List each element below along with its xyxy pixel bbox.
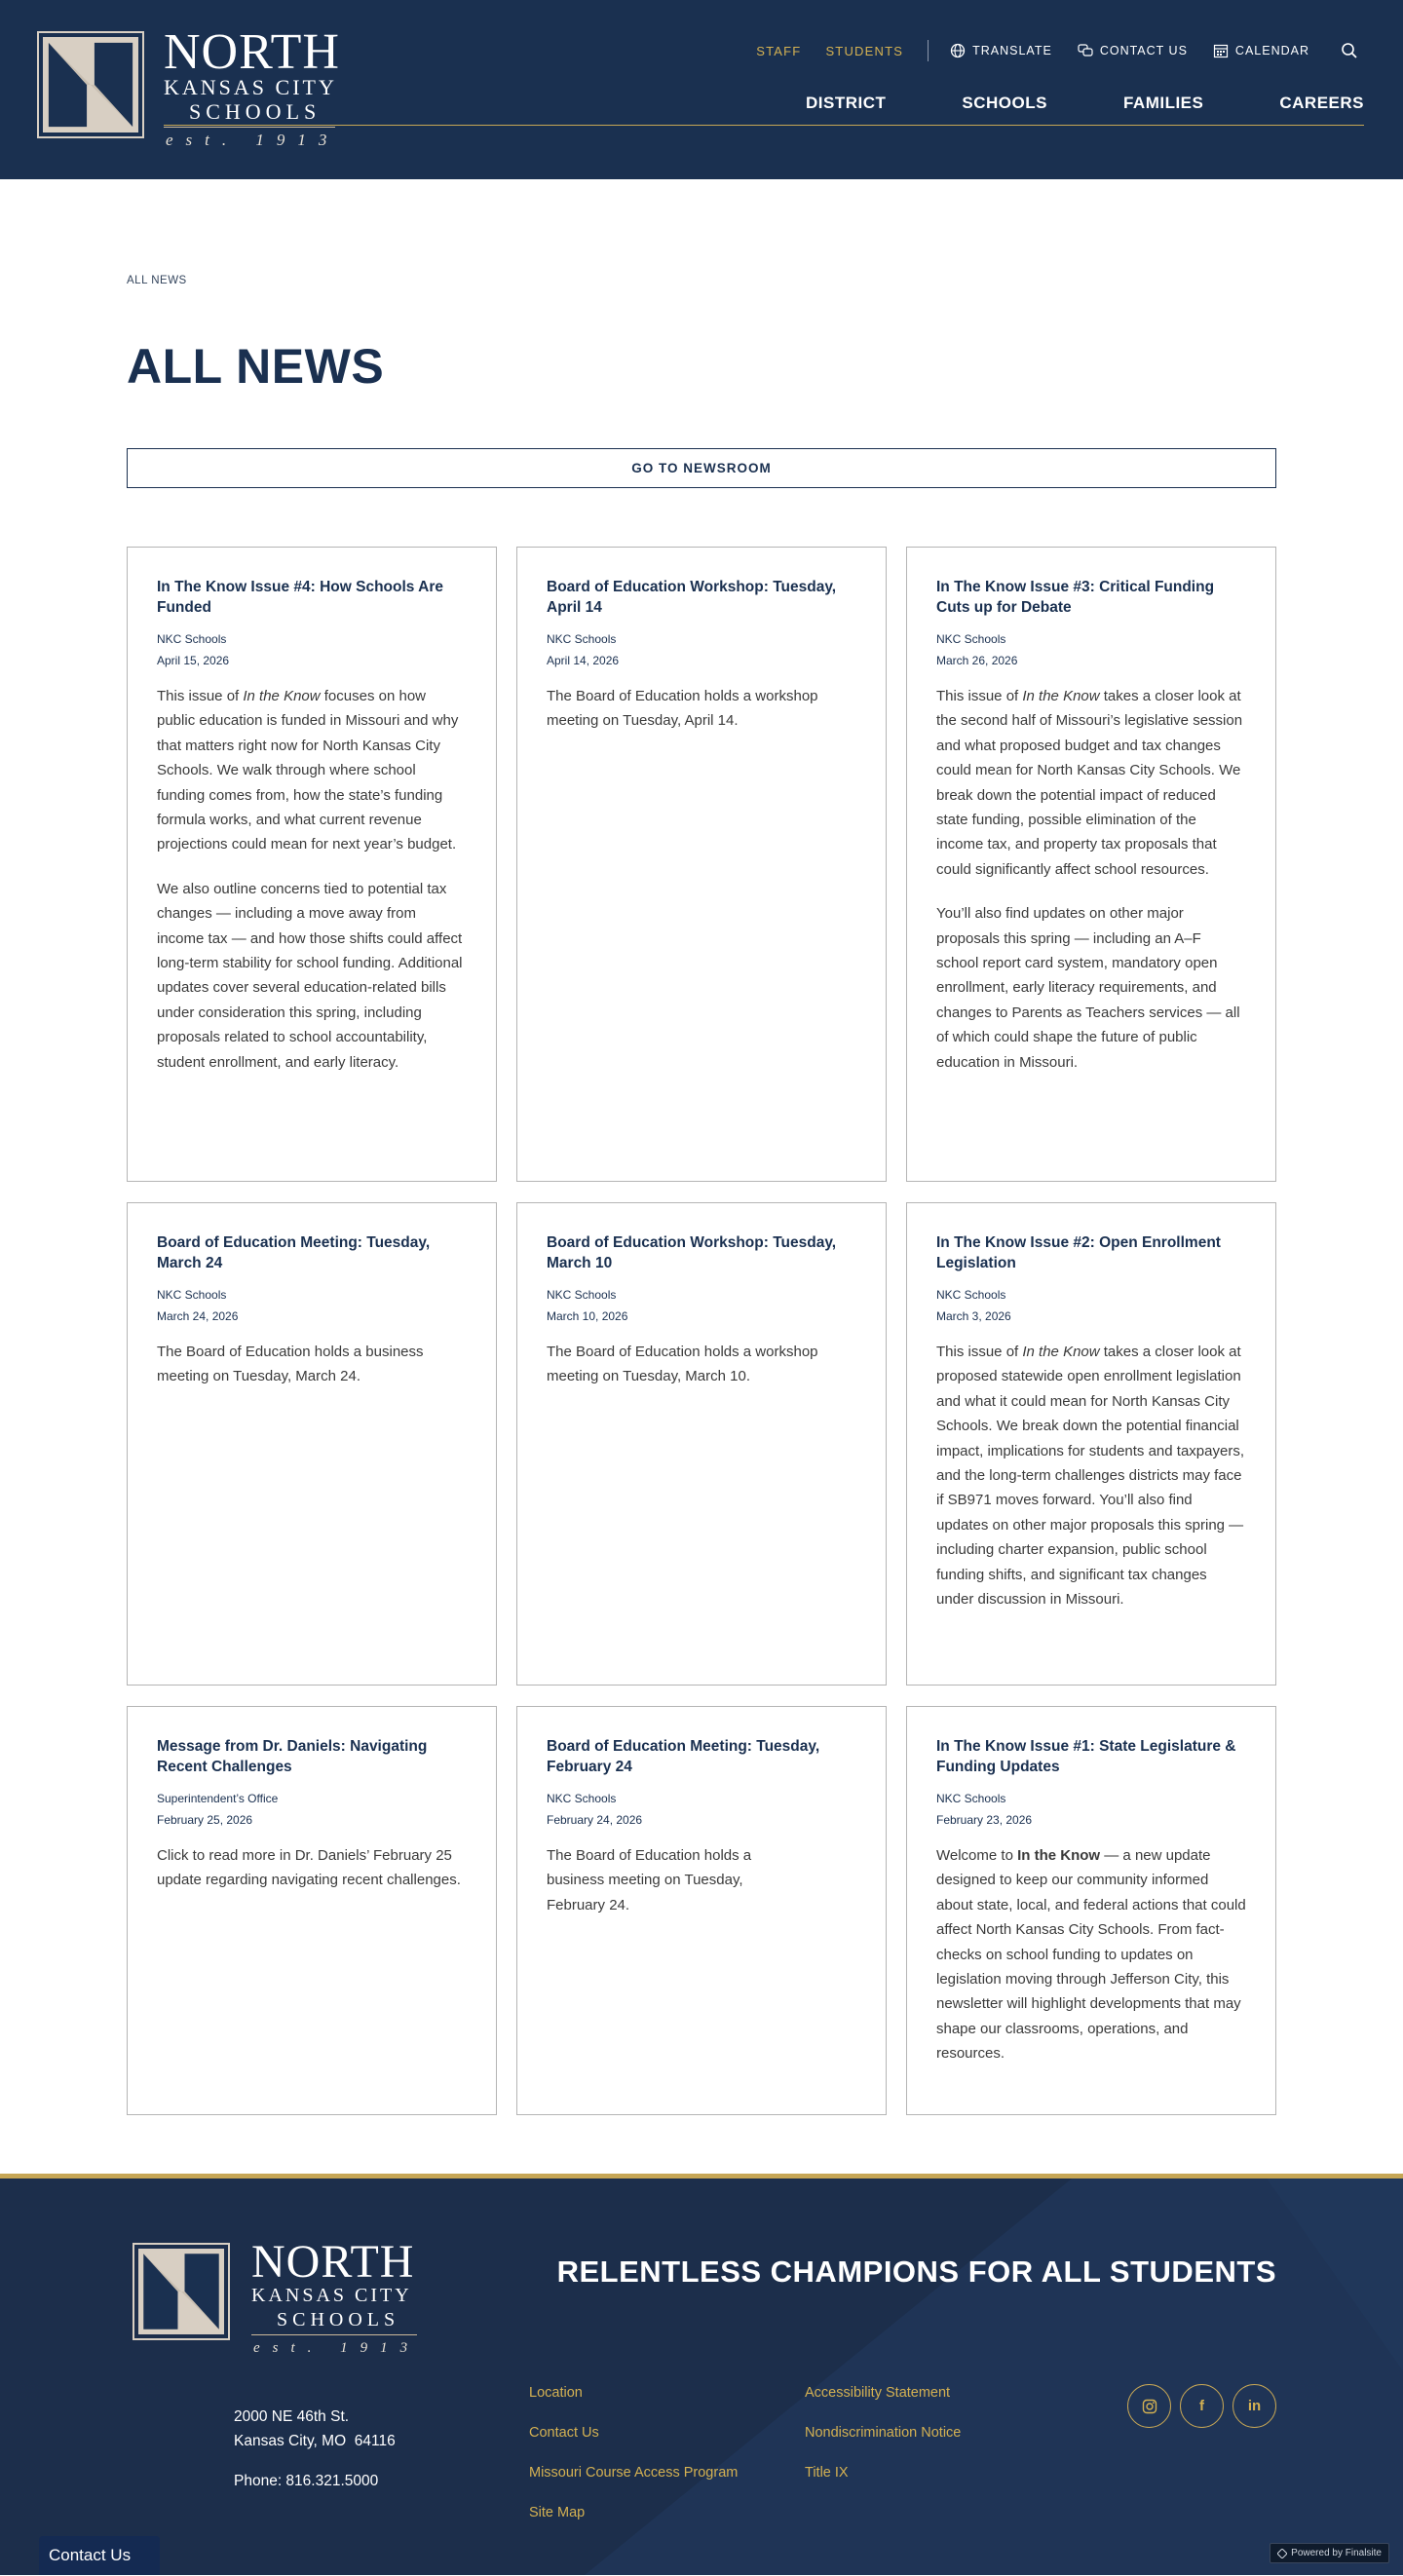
logo-kansas-city: KANSAS CITY [164, 75, 337, 99]
news-card[interactable] [127, 1706, 497, 2115]
go-to-newsroom-button[interactable]: GO TO NEWSROOM [127, 448, 1276, 488]
news-card-date: February 24, 2026 [547, 1813, 643, 1827]
newsletter-name: In the Know [1022, 688, 1100, 704]
news-card-author: NKC Schools [547, 1288, 617, 1302]
news-card-title: Board of Education Workshop: Tuesday, April 14 [547, 579, 837, 616]
news-card-summary [936, 684, 1246, 1075]
contact-us-floating-button[interactable]: Contact Us [39, 2536, 160, 2575]
logo-emblem [37, 31, 144, 138]
summary-text: You’ll also find updates on other major proposals this spring — including an A–F school report card system, mandatory open enrollment, early literacy requirements, and changes to Parents as Teachers services — all of which could shape the future of public education in Missouri. [936, 905, 1240, 1071]
news-card-summary [547, 684, 856, 734]
news-card-date: April 14, 2026 [547, 654, 620, 667]
news-card-author: NKC Schools [936, 1792, 1006, 1805]
news-card[interactable] [906, 1706, 1276, 2115]
footer-link-title-ix[interactable]: Title IX [805, 2465, 849, 2481]
news-card-title: Message from Dr. Daniels: Navigating Recent Challenges [157, 1738, 428, 1775]
address-line-2: Kansas City, MO 64116 [234, 2433, 396, 2449]
news-card-author: NKC Schools [936, 1288, 1006, 1302]
translate-link[interactable] [950, 43, 1052, 58]
summary-text: We also outline concerns tied to potential tax changes — including a move away from income tax — and how those shifts could affect long-term stability for school funding. Additional updates cover several education-related bills under consideration this spring, including proposals related to school accountability, student enrollment, and early literacy. [157, 880, 463, 1071]
globe-icon [950, 43, 966, 58]
news-card-title: In The Know Issue #3: Critical Funding Cuts up for Debate [936, 579, 1215, 616]
news-card[interactable] [906, 547, 1276, 1182]
footer-link-course-access[interactable]: Missouri Course Access Program [529, 2465, 739, 2481]
news-card[interactable] [516, 1202, 887, 1686]
news-card-author: NKC Schools [936, 632, 1006, 646]
news-card-author: NKC Schools [157, 1288, 227, 1302]
footer-slogan: RELENTLESS CHAMPIONS FOR ALL STUDENTS [556, 2254, 1276, 2289]
news-card-summary [547, 1843, 856, 1917]
news-card-date: April 15, 2026 [157, 654, 230, 667]
footer-link-location[interactable]: Location [529, 2385, 583, 2401]
calendar-label: CALENDAR [1234, 44, 1309, 57]
utility-divider [928, 40, 929, 61]
newsletter-name: In the Know [1022, 1344, 1100, 1360]
breadcrumb: ALL NEWS [127, 275, 187, 286]
contact-us-link[interactable] [1078, 43, 1188, 58]
news-card[interactable] [516, 547, 887, 1182]
nav-schools[interactable]: SCHOOLS [962, 94, 1047, 112]
main-content [127, 179, 1276, 2174]
district-logo[interactable] [37, 24, 349, 149]
news-card-summary [157, 684, 467, 1075]
chat-icon [1078, 43, 1093, 58]
linkedin-icon: in [1247, 2398, 1262, 2414]
social-links [1119, 2384, 1276, 2428]
news-card-date: March 24, 2026 [157, 1309, 239, 1323]
summary-text: This issue of [157, 688, 244, 704]
news-card-summary [936, 1340, 1246, 1611]
nav-families[interactable]: FAMILIES [1122, 94, 1204, 112]
instagram-icon [1142, 2399, 1157, 2414]
logo-mark-icon [43, 37, 138, 133]
nav-district[interactable]: DISTRICT [806, 94, 887, 112]
news-card[interactable] [127, 547, 497, 1182]
facebook-link[interactable] [1180, 2384, 1224, 2428]
site-footer [0, 2174, 1403, 2575]
logo-est: est. 1913 [253, 2340, 421, 2356]
news-card-date: March 3, 2026 [936, 1309, 1011, 1323]
calendar-link[interactable] [1213, 43, 1309, 58]
linkedin-link[interactable] [1232, 2384, 1276, 2428]
news-card-date: March 10, 2026 [547, 1309, 628, 1323]
news-card-title: Board of Education Meeting: Tuesday, March 24 [157, 1234, 431, 1271]
logo-kansas-city: KANSAS CITY [251, 2285, 412, 2306]
summary-text: focuses on how public education is funded in Missouri and why that matters right now for North Kansas City Schools. We walk through where school funding comes from, how the state’s funding formula works, and what current revenue projections could mean for next year’s budget. [157, 688, 459, 853]
news-card-author: NKC Schools [547, 1792, 617, 1805]
footer-links-col-2 [805, 2373, 961, 2493]
calendar-icon [1213, 43, 1229, 58]
summary-text: The Board of Education holds a business meeting on Tuesday, March 24. [157, 1344, 424, 1385]
nav-careers[interactable]: CAREERS [1279, 94, 1364, 112]
news-card-title: In The Know Issue #2: Open Enrollment Legislation [936, 1234, 1221, 1271]
footer-link-contact-us[interactable]: Contact Us [529, 2425, 599, 2441]
news-card-summary [157, 1340, 467, 1389]
news-card-author: Superintendent’s Office [157, 1792, 279, 1805]
powered-by-label: Powered by Finalsite [1291, 2548, 1382, 2558]
translate-label: TRANSLATE [972, 44, 1052, 57]
facebook-icon: f [1199, 2398, 1204, 2414]
search-button[interactable] [1341, 42, 1358, 59]
logo-schools: SCHOOLS [251, 2307, 417, 2335]
summary-text: The Board of Education holds a workshop meeting on Tuesday, April 14. [547, 688, 818, 730]
summary-text: Click to read more in Dr. Daniels’ February 25 update regarding navigating recent challenges. [157, 1847, 461, 1889]
footer-address [234, 2405, 396, 2453]
news-card-author: NKC Schools [547, 632, 617, 646]
summary-text: — a new update designed to keep our community informed about state, local, and federal actions that could affect North Kansas City Schools. From fact-checks on school funding to updates on legislation moving through Jefferson City, this newsletter will highlight developments that may shape our classrooms, operations, and resources. [936, 1847, 1246, 2063]
footer-link-accessibility[interactable]: Accessibility Statement [805, 2385, 951, 2401]
news-card[interactable] [516, 1706, 887, 2115]
logo-mark-icon [138, 2249, 224, 2334]
page-title: ALL NEWS [127, 339, 385, 394]
news-card-title: In The Know Issue #4: How Schools Are Funded [157, 579, 443, 616]
newsletter-name: In the Know [1017, 1847, 1101, 1864]
news-card-date: March 26, 2026 [936, 654, 1018, 667]
footer-phone[interactable]: Phone: 816.321.5000 [234, 2473, 379, 2489]
footer-link-nondiscrimination[interactable]: Nondiscrimination Notice [805, 2425, 962, 2441]
footer-links-col-1 [529, 2373, 738, 2533]
news-card-title: Board of Education Meeting: Tuesday, February 24 [547, 1738, 820, 1775]
news-card-summary [936, 1843, 1246, 2066]
address-line-1: 2000 NE 46th St. [234, 2408, 350, 2425]
newsletter-name: In the Know [243, 688, 321, 704]
footer-link-site-map[interactable]: Site Map [529, 2505, 586, 2520]
logo-emblem [133, 2243, 230, 2340]
summary-text: The Board of Education holds a business meeting on Tuesday, February 24. [547, 1847, 752, 1913]
logo-wordmark [164, 24, 340, 153]
summary-text: This issue of [936, 688, 1023, 704]
summary-text: This issue of [936, 1344, 1023, 1360]
staff-link[interactable]: STAFF [756, 43, 802, 58]
site-header [0, 0, 1403, 179]
contact-us-label: CONTACT US [1099, 44, 1188, 57]
news-card-author: NKC Schools [157, 632, 227, 646]
summary-text: Welcome to [936, 1847, 1018, 1864]
news-card-summary [157, 1843, 467, 1893]
news-card-title: Board of Education Workshop: Tuesday, March 10 [547, 1234, 837, 1271]
news-card[interactable] [127, 1202, 497, 1686]
logo-north: NORTH [251, 2236, 415, 2288]
logo-est: est. 1913 [166, 131, 340, 149]
news-grid [127, 547, 1276, 2115]
news-card[interactable] [906, 1202, 1276, 1686]
instagram-link[interactable] [1127, 2384, 1171, 2428]
main-nav [806, 94, 1364, 113]
footer-logo[interactable] [133, 2236, 435, 2356]
summary-text: The Board of Education holds a workshop meeting on Tuesday, March 10. [547, 1344, 818, 1385]
logo-north: NORTH [164, 24, 340, 80]
news-card-date: February 23, 2026 [936, 1813, 1033, 1827]
logo-wordmark [251, 2236, 421, 2361]
logo-schools: SCHOOLS [164, 99, 335, 128]
summary-text: takes a closer look at the second half of Missouri’s legislative session and what proposed budget and tax changes could mean for North Kansas City Schools. We break down the potential impact of reduced state funding, possible elimination of the income tax, and property tax proposals that could significantly affect school resources. [936, 688, 1243, 878]
finalsite-logo-icon [1277, 2549, 1287, 2558]
students-link[interactable]: STUDENTS [825, 43, 904, 58]
powered-by-finalsite[interactable] [1270, 2543, 1389, 2563]
news-card-date: February 25, 2026 [157, 1813, 253, 1827]
search-icon [1341, 42, 1358, 59]
nav-underline [164, 125, 1364, 126]
summary-text: takes a closer look at proposed statewide open enrollment legislation and what it could mean for North Kansas City Schools. We break down the potential financial impact, implications for students and taxpayers, and the long-term challenges districts may face if SB971 moves forward. You’ll also find updates on other major proposals this spring — including charter expansion, public school funding shifts, and significant tax changes under discussion in Missouri. [936, 1344, 1244, 1609]
utility-nav [756, 39, 1358, 62]
news-card-summary [547, 1340, 856, 1389]
news-card-title: In The Know Issue #1: State Legislature & Funding Updates [936, 1738, 1236, 1775]
